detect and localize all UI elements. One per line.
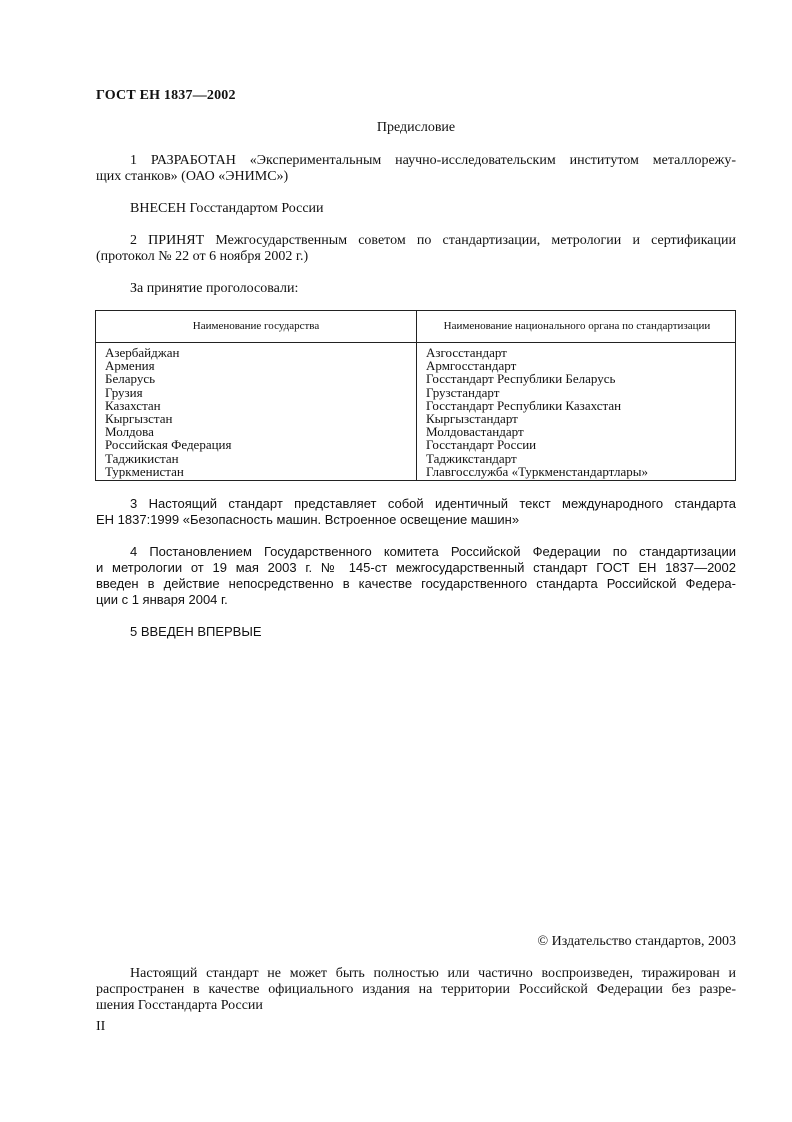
paragraph-line: распространен в качестве официального издания на территории Российской Федерации без разре- [96,982,736,997]
table-cell-body: Азгосстандарт [426,345,507,360]
table-cell-state: Российская Федерация [105,437,232,453]
reproduction-notice [96,966,736,1014]
table-cell-state: Грузия [105,384,143,400]
table-cell-body: Таджикстандарт [426,450,517,466]
table-cell-state: Беларусь [105,371,156,387]
paragraph-vote [96,281,736,297]
paragraph-line: шения Госстандарта России [96,998,263,1013]
table-cell-state: Казахстан [105,397,161,413]
table-cell-body: Молдовастандарт [426,424,524,440]
paragraph-line: Настоящий стандарт не может быть полностью или частично воспроизведен, тиражирован и [130,966,736,981]
table-cell-state: Азербайджан [105,345,180,360]
section-title: Предисловие [376,120,456,135]
table-header-divider [96,342,735,343]
paragraph-adopted [96,233,736,265]
table-header-body: Наименование национального органа по стандартизации [443,320,711,332]
table-cell-state: Таджикистан [105,450,179,466]
table-cell-body: Кыргызстандарт [426,411,518,427]
paragraph-introduced [96,201,736,217]
table-cell-body: Армгосстандарт [426,358,517,374]
bodies-list [426,346,648,478]
paragraph-line: 2 ПРИНЯТ Межгосударственным советом по стандартизации, метрологии и сертификации [130,233,736,248]
table-cell-state: Молдова [105,424,154,440]
paragraph-line: и метрологии от 19 мая 2003 г. № 145-ст межгосударственный стандарт ГОСТ ЕН 1837—2002 [96,560,736,575]
paragraph-identical-text [96,496,736,528]
table-cell-body: Главгосслужба «Туркменстандартлары» [426,463,649,479]
copyright-notice: © Издательство стандартов, 2003 [537,934,736,949]
paragraph-line: ЕН 1837:1999 «Безопасность машин. Встроенное освещение машин» [96,512,520,527]
paragraph-line: 4 Постановлением Государственного комитета Российской Федерации по стандартизации [130,544,736,559]
table-cell-body: Госстандарт Республики Беларусь [426,371,616,387]
paragraph-line: 3 Настоящий стандарт представляет собой идентичный текст международного стандарта [130,496,736,511]
document-id: ГОСТ ЕН 1837—2002 [96,88,236,103]
paragraph-resolution [96,544,736,608]
table-header-state: Наименование государства [192,320,320,332]
table-cell-state: Туркменистан [105,463,184,479]
states-list [105,346,232,478]
paragraph-line: За принятие проголосовали: [130,281,299,296]
page-number: II [96,1019,106,1034]
paragraph-line: щих станков» (ОАО «ЭНИМС») [96,169,289,184]
paragraph-line: введен в действие непосредственно в качестве государственного стандарта Российской Федера- [96,576,736,591]
table-cell-body: Грузстандарт [426,384,500,400]
table-column-divider [416,311,417,480]
paragraph-first-introduced [96,624,736,640]
paragraph-developed [96,153,736,185]
paragraph-line: ВНЕСЕН Госстандартом России [130,201,324,216]
paragraph-line: 5 ВВЕДЕН ВПЕРВЫЕ [130,624,262,639]
table-cell-state: Кыргызстан [105,411,173,427]
paragraph-line: 1 РАЗРАБОТАН «Экспериментальным научно-исследовательским институтом металлорежу- [130,153,736,168]
table-cell-body: Госстандарт Республики Казахстан [426,397,622,413]
table-cell-body: Госстандарт России [426,437,537,453]
table-cell-state: Армения [105,358,155,374]
paragraph-line: (протокол № 22 от 6 ноября 2002 г.) [96,249,309,264]
voting-table [95,310,736,481]
paragraph-line: ции с 1 января 2004 г. [96,592,228,607]
